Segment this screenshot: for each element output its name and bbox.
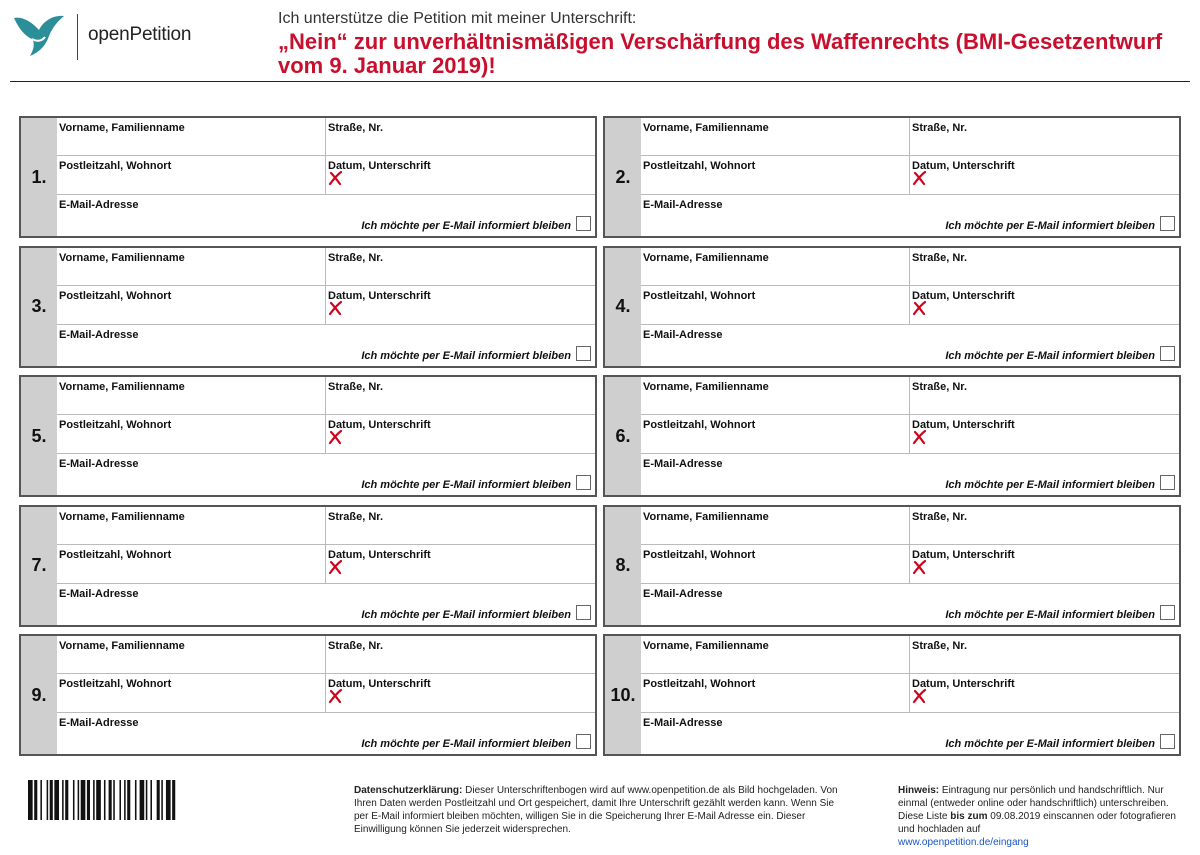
entry-fields xyxy=(57,636,595,754)
zip-city-label: Postleitzahl, Wohnort xyxy=(59,160,172,172)
name-label: Vorname, Familienname xyxy=(59,381,185,393)
email-label: E-Mail-Adresse xyxy=(59,199,139,211)
email-optin-label: Ich möchte per E-Mail informiert bleiben xyxy=(361,608,571,621)
email-label: E-Mail-Adresse xyxy=(59,328,139,341)
date-signature-label: Datum, Unterschrift xyxy=(328,419,431,431)
entry-number: 2. xyxy=(605,118,641,236)
openpetition-bird-logo-icon xyxy=(12,12,66,58)
email-optin-checkbox[interactable] xyxy=(576,475,591,490)
email-optin-label: Ich möchte per E-Mail informiert bleiben xyxy=(361,738,571,750)
signature-entry xyxy=(19,246,597,368)
signature-entry xyxy=(19,634,597,756)
street-label: Straße, Nr. xyxy=(328,381,384,393)
street-field[interactable] xyxy=(910,248,1179,286)
date-signature-field[interactable] xyxy=(910,156,1179,195)
name-field[interactable] xyxy=(641,377,910,415)
barcode-icon xyxy=(28,780,280,820)
petition-title: „Nein“ zur unverhältnismäßigen Verschärfung des Waffenrechts (BMI-Gesetzentwurf vom 9. Januar 2019)! xyxy=(278,29,1163,78)
signature-x-icon xyxy=(327,429,343,445)
zip-city-label: Postleitzahl, Wohnort xyxy=(643,548,756,561)
street-label: Straße, Nr. xyxy=(912,251,968,264)
entry-number: 6. xyxy=(605,377,641,495)
name-field[interactable] xyxy=(641,507,910,545)
signature-x-icon xyxy=(911,170,927,186)
zip-city-label: Postleitzahl, Wohnort xyxy=(643,678,756,690)
entry-fields xyxy=(641,636,1179,754)
zip-city-label: Postleitzahl, Wohnort xyxy=(59,419,172,431)
entry-fields xyxy=(57,248,595,366)
zip-city-label: Postleitzahl, Wohnort xyxy=(643,289,756,302)
entry-number: 9. xyxy=(21,636,57,754)
date-signature-label: Datum, Unterschrift xyxy=(912,419,1015,431)
name-label: Vorname, Familienname xyxy=(59,510,185,523)
zip-city-field[interactable] xyxy=(641,286,910,325)
street-field[interactable] xyxy=(326,377,595,415)
entry-fields xyxy=(57,118,595,236)
zip-city-label: Postleitzahl, Wohnort xyxy=(59,289,172,302)
date-signature-label: Datum, Unterschrift xyxy=(328,289,431,302)
email-optin-checkbox[interactable] xyxy=(576,734,591,749)
email-optin-label: Ich möchte per E-Mail informiert bleiben xyxy=(361,349,571,362)
entry-fields xyxy=(57,377,595,495)
name-field[interactable] xyxy=(641,248,910,286)
date-signature-field[interactable] xyxy=(326,415,595,454)
signature-x-icon xyxy=(327,559,343,575)
privacy-text: Dieser Unterschriftenbogen wird auf www.openpetition.de als Bild hochgeladen. Von Ihren Daten werden Postleitzahl und Ort gespeichert, damit Ihre Unterschrift gezählt werden kann. Wenn Sie per E-Mail informiert bleiben möchten, willigen Sie in die Speicherung Ihrer E-Mail Adresse ein. Dieser Einwilligung können Sie jederzeit widersprechen. xyxy=(354,785,838,835)
signature-entry xyxy=(19,116,597,238)
email-optin-label: Ich möchte per E-Mail informiert bleiben xyxy=(945,479,1155,491)
name-label: Vorname, Familienname xyxy=(59,640,185,652)
email-optin-checkbox[interactable] xyxy=(1160,734,1175,749)
privacy-statement xyxy=(354,784,842,836)
name-label: Vorname, Familienname xyxy=(643,251,769,264)
notice xyxy=(898,784,1188,849)
notice-label: Hinweis: xyxy=(898,785,940,796)
name-label: Vorname, Familienname xyxy=(59,122,185,134)
name-field[interactable] xyxy=(57,248,326,286)
name-label: Vorname, Familienname xyxy=(59,251,185,264)
street-field[interactable] xyxy=(910,636,1179,674)
name-field[interactable] xyxy=(641,636,910,674)
date-signature-label: Datum, Unterschrift xyxy=(912,678,1015,690)
email-optin-label: Ich möchte per E-Mail informiert bleiben xyxy=(361,479,571,491)
zip-city-field[interactable] xyxy=(57,286,326,325)
name-label: Vorname, Familienname xyxy=(643,510,769,523)
date-signature-field[interactable] xyxy=(326,674,595,713)
email-optin-label: Ich möchte per E-Mail informiert bleiben xyxy=(945,220,1155,232)
street-field[interactable] xyxy=(326,507,595,545)
name-field[interactable] xyxy=(57,636,326,674)
date-signature-field[interactable] xyxy=(910,674,1179,713)
signature-x-icon xyxy=(327,170,343,186)
signature-entry xyxy=(603,634,1181,756)
signature-entry xyxy=(19,505,597,627)
entry-fields xyxy=(641,507,1179,625)
signature-x-icon xyxy=(911,429,927,445)
upload-link[interactable]: www.openpetition.de/eingang xyxy=(898,837,1029,848)
email-label: E-Mail-Adresse xyxy=(643,328,723,341)
date-signature-field[interactable] xyxy=(910,286,1179,325)
zip-city-field[interactable] xyxy=(641,415,910,454)
privacy-label: Datenschutzerklärung: xyxy=(354,785,463,796)
email-optin-label: Ich möchte per E-Mail informiert bleiben xyxy=(361,220,571,232)
email-label: E-Mail-Adresse xyxy=(643,717,723,729)
zip-city-label: Postleitzahl, Wohnort xyxy=(643,160,756,172)
zip-city-label: Postleitzahl, Wohnort xyxy=(59,678,172,690)
signature-entry xyxy=(603,505,1181,627)
name-field[interactable] xyxy=(57,507,326,545)
signature-entries xyxy=(19,116,1181,758)
email-optin-checkbox[interactable] xyxy=(576,605,591,620)
email-optin-checkbox[interactable] xyxy=(1160,475,1175,490)
signature-x-icon xyxy=(911,688,927,704)
street-label: Straße, Nr. xyxy=(328,510,384,523)
name-label: Vorname, Familienname xyxy=(643,122,769,134)
date-signature-label: Datum, Unterschrift xyxy=(328,678,431,690)
email-optin-label: Ich möchte per E-Mail informiert bleiben xyxy=(945,349,1155,362)
date-signature-label: Datum, Unterschrift xyxy=(912,548,1015,561)
zip-city-field[interactable] xyxy=(57,545,326,584)
zip-city-field[interactable] xyxy=(57,415,326,454)
entry-fields xyxy=(641,248,1179,366)
name-field[interactable] xyxy=(57,118,326,156)
entry-fields xyxy=(641,118,1179,236)
entry-number: 8. xyxy=(605,507,641,625)
notice-text-2: 09.08.2019 einscannen oder fotografieren und hochladen auf xyxy=(898,811,1176,835)
street-label: Straße, Nr. xyxy=(328,640,384,652)
email-label: E-Mail-Adresse xyxy=(643,199,723,211)
name-field[interactable] xyxy=(57,377,326,415)
date-signature-label: Datum, Unterschrift xyxy=(912,289,1015,302)
name-label: Vorname, Familienname xyxy=(643,640,769,652)
notice-deadline-bold: bis zum xyxy=(950,811,988,822)
signature-entry xyxy=(603,375,1181,497)
email-optin-checkbox[interactable] xyxy=(1160,346,1175,361)
email-label: E-Mail-Adresse xyxy=(59,458,139,470)
email-optin-label: Ich möchte per E-Mail informiert bleiben xyxy=(945,738,1155,750)
email-label: E-Mail-Adresse xyxy=(59,587,139,600)
petition-intro: Ich unterstütze die Petition mit meiner Unterschrift: xyxy=(278,10,637,27)
email-optin-checkbox[interactable] xyxy=(576,346,591,361)
date-signature-label: Datum, Unterschrift xyxy=(912,160,1015,172)
street-field[interactable] xyxy=(910,507,1179,545)
date-signature-field[interactable] xyxy=(326,545,595,584)
street-field[interactable] xyxy=(910,377,1179,415)
entry-number: 4. xyxy=(605,248,641,366)
street-field[interactable] xyxy=(326,636,595,674)
date-signature-label: Datum, Unterschrift xyxy=(328,160,431,172)
date-signature-field[interactable] xyxy=(910,545,1179,584)
street-label: Straße, Nr. xyxy=(912,510,968,523)
logo-separator xyxy=(77,14,78,60)
date-signature-label: Datum, Unterschrift xyxy=(328,548,431,561)
zip-city-label: Postleitzahl, Wohnort xyxy=(59,548,172,561)
street-field[interactable] xyxy=(326,248,595,286)
street-label: Straße, Nr. xyxy=(912,640,968,652)
email-optin-checkbox[interactable] xyxy=(576,216,591,231)
name-field[interactable] xyxy=(641,118,910,156)
zip-city-label: Postleitzahl, Wohnort xyxy=(643,419,756,431)
email-label: E-Mail-Adresse xyxy=(59,717,139,729)
signature-entry xyxy=(603,246,1181,368)
street-field[interactable] xyxy=(910,118,1179,156)
signature-x-icon xyxy=(327,300,343,316)
email-optin-checkbox[interactable] xyxy=(1160,605,1175,620)
entry-number: 7. xyxy=(21,507,57,625)
email-optin-label: Ich möchte per E-Mail informiert bleiben xyxy=(945,608,1155,621)
entry-number: 5. xyxy=(21,377,57,495)
entry-fields xyxy=(641,377,1179,495)
street-label: Straße, Nr. xyxy=(912,122,968,134)
signature-x-icon xyxy=(911,300,927,316)
notice-text-1: Eintragung nur persönlich und handschriftlich. Nur einmal (entweder online oder handschriftlich) unterschreiben. Diese Liste xyxy=(898,785,1169,822)
entry-number: 3. xyxy=(21,248,57,366)
zip-city-field[interactable] xyxy=(641,156,910,195)
entry-number: 10. xyxy=(605,636,641,754)
signature-entry xyxy=(19,375,597,497)
email-optin-checkbox[interactable] xyxy=(1160,216,1175,231)
entry-number: 1. xyxy=(21,118,57,236)
signature-x-icon xyxy=(911,559,927,575)
zip-city-field[interactable] xyxy=(641,545,910,584)
street-field[interactable] xyxy=(326,118,595,156)
entry-fields xyxy=(57,507,595,625)
name-label: Vorname, Familienname xyxy=(643,381,769,393)
date-signature-field[interactable] xyxy=(910,415,1179,454)
date-signature-field[interactable] xyxy=(326,156,595,195)
street-label: Straße, Nr. xyxy=(328,251,384,264)
signature-entry xyxy=(603,116,1181,238)
street-label: Straße, Nr. xyxy=(328,122,384,134)
brand-name: openPetition xyxy=(88,24,192,45)
page-header xyxy=(10,0,1190,82)
zip-city-field[interactable] xyxy=(641,674,910,713)
signature-x-icon xyxy=(327,688,343,704)
date-signature-field[interactable] xyxy=(326,286,595,325)
email-label: E-Mail-Adresse xyxy=(643,458,723,470)
street-label: Straße, Nr. xyxy=(912,381,968,393)
zip-city-field[interactable] xyxy=(57,674,326,713)
zip-city-field[interactable] xyxy=(57,156,326,195)
email-label: E-Mail-Adresse xyxy=(643,587,723,600)
